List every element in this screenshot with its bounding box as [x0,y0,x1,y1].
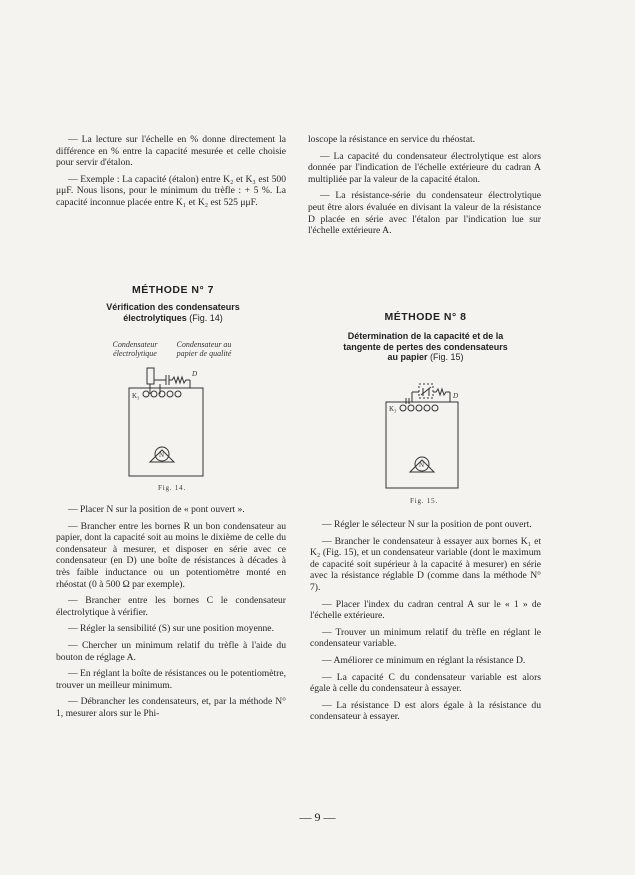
figure-14-diagram [118,358,218,480]
paragraph: — Chercher un minimum relatif du trèfle à l'aide du bouton de réglage A. [56,639,286,663]
apparatus-box [129,388,203,476]
apparatus-box [386,402,458,488]
terminal [400,405,406,411]
figure-15-diagram [376,380,480,492]
paragraph: — Régler la sensibilité (S) sur une position moyenne. [68,623,274,635]
paragraph: — La résistance D est alors égale à la résistance du condensateur à essayer. [310,699,541,723]
right-bottom-text [310,519,541,728]
paragraph: — Brancher le condensateur à essayer aux bornes K₁ et K₂ (Fig. 15), et un condensateur variable (dont le maximum de capacité soit supérieur à la capacité à mesurer) en série avec la résistance réglable D (comme dans la méthode N° 7). [310,535,541,593]
right-top-text [308,134,541,242]
methode-7-subtitle [60,302,286,323]
subtitle-text: électrolytiques [123,312,187,323]
paragraph: — Placer l'index du cadran central A sur le « 1 » de l'échelle extérieure. [310,598,541,622]
figure-ref: (Fig. 15) [430,352,464,362]
figure-ref: (Fig. 14) [189,312,223,323]
label-n: N [159,451,165,459]
left-top-text [56,134,286,214]
figure-14-caption: Fig. 14. [158,484,186,492]
paragraph: — Brancher entre les bornes C le condensateur électrolytique à vérifier. [56,595,286,618]
resistor-d [169,377,190,383]
resistor-d [433,389,450,395]
label-line: électrolytique [113,348,157,358]
paragraph: — Trouver un minimum relatif du trèfle en réglant le condensateur variable. [310,626,541,650]
label-k3: K₃ [389,405,397,413]
terminal [408,405,414,411]
subtitle-line: Détermination de la capacité et de la [347,331,504,341]
subtitle-line [310,352,541,363]
label-line: Condensateur au [176,340,232,349]
label-n: N [419,461,425,469]
label-d: D [192,370,198,378]
figure-15-caption: Fig. 15. [410,497,438,505]
paragraph: — Débrancher les condensateurs, et, par la méthode N° 1, mesurer alors sur le Phi- [56,696,286,719]
page-number: — 9 — [299,810,336,824]
subtitle-line [60,313,286,324]
paragraph: — La résistance-série du condensateur électrolytique peut être alors évaluée en divisant la valeur de la résistance D placée en série avec l'étalon par l'indication lue sur l'échelle extérieure A. [308,190,541,237]
terminal [432,405,438,411]
label-electrolytic [100,341,170,358]
paragraph: — Exemple : La capacité (étalon) entre K₂ et K₃ est 500 μμF. Nous lisons, pour le minimum du trèfle : + 5 %. La capacité inconnue placée entre K₁ et K₂ est 525 μμF. [56,173,286,208]
paragraph: — La capacité C du condensateur variable est alors égale à celle du condensateur à essayer. [310,671,541,695]
methode-8-subtitle [310,331,541,363]
terminal [175,391,181,397]
paragraph: loscope la résistance en service du rhéostat. [308,134,476,145]
label-line: Condensateur [112,340,158,349]
left-bottom-text [56,504,286,725]
terminal [167,391,173,397]
paragraph: — La lecture sur l'échelle en % donne directement la différence en % entre la capacité mesurée et celle choisie pour servir d'étalon. [56,134,286,169]
methode-7-title: MÉTHODE N° 7 [132,284,214,296]
label-paper-capacitor [166,341,242,358]
terminal [151,391,157,397]
label-d: D [453,392,459,400]
paragraph: — Brancher entre les bornes R un bon condensateur au papier, dont la capacité soit au moins le dixième de celle du condensateur à mesurer, et disposer en série avec ce condensateur (en D) une boîte de résistances à décades à très faible inductance ou un potentiomètre monté en rhéostat (0 à 500 Ω par exemple). [56,520,286,590]
terminal [424,405,430,411]
label-k3: K₃ [132,392,140,400]
paragraph: — Placer N sur la position de « pont ouvert ». [68,504,245,515]
terminal [143,391,149,397]
terminal [416,405,422,411]
methode-8-title: MÉTHODE N° 8 [384,311,467,323]
electrolytic-capacitor [147,368,154,384]
subtitle-line: tangente de pertes des condensateurs [343,341,508,352]
paragraph: — En réglant la boîte de résistances ou le potentiomètre, trouver un meilleur minimum. [56,668,286,691]
subtitle-text: au papier [387,352,428,362]
paragraph: — Améliorer ce minimum en réglant la résistance D. [322,654,526,666]
paragraph: — La capacité du condensateur électrolytique est alors donnée par l'indication de l'échelle extérieure du cadran A multipliée par la valeur de la capacité étalon. [308,150,541,185]
label-line: papier de qualité [176,348,232,358]
paragraph: — Régler le sélecteur N sur la position de pont ouvert. [322,519,532,530]
subtitle-line: Vérification des condensateurs [106,302,240,312]
